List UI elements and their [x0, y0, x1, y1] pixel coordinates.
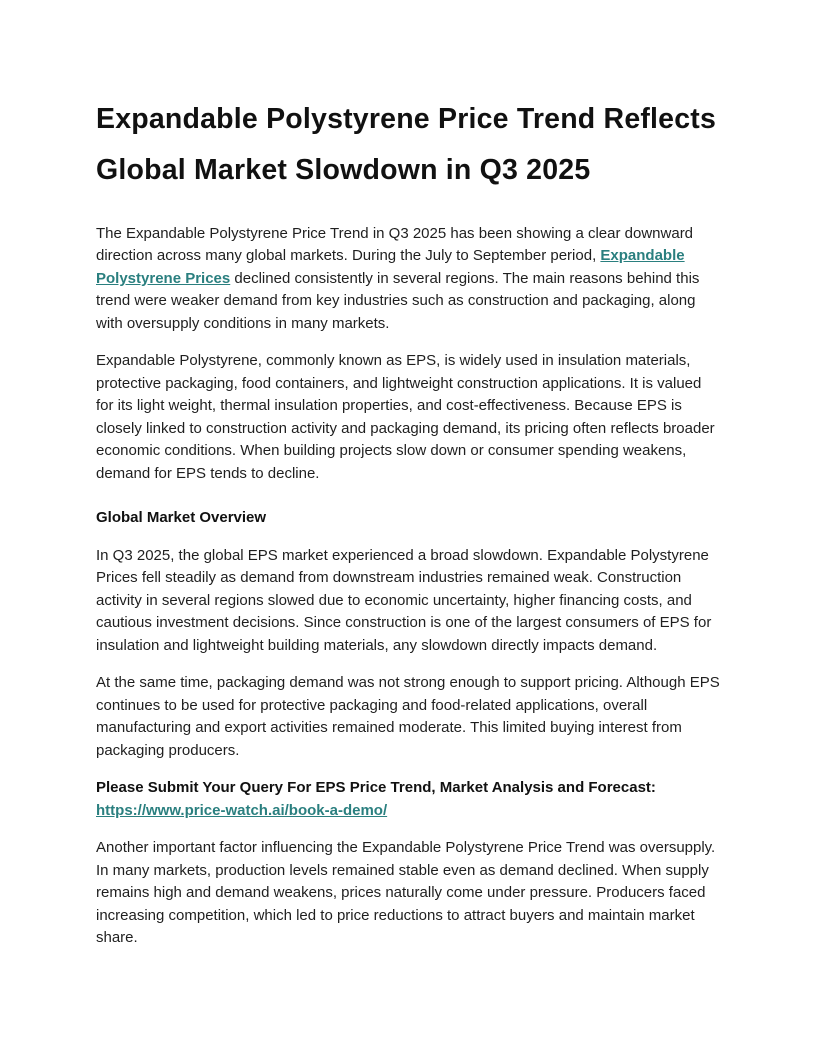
q3-slowdown-paragraph: In Q3 2025, the global EPS market experienced a broad slowdown. Expandable Polystyrene Prices fell steadily as demand from downstream industries remained weak. Construction activity in several regions slowed due to economic uncertainty, higher financing costs, and cautious investment decisions. Since construction is one of the largest consumers of EPS for insulation and lightweight building materials, any slowdown directly impacts demand.: [96, 546, 712, 654]
intro-text-after-link: declined consistently in several regions. The main reasons behind this trend were weaker demand from key industries such as construction and packaging, along with oversupply conditions in many markets.: [96, 269, 700, 332]
expandable-polystyrene-prices-link[interactable]: Expandable Polystyrene Prices: [96, 247, 685, 287]
query-cta-paragraph: [96, 777, 720, 822]
intro-paragraph: [96, 223, 720, 336]
oversupply-paragraph: Another important factor influencing the Expandable Polystyrene Price Trend was oversupply. In many markets, production levels remained stable even as demand declined. When supply remains high and demand weakens, prices naturally come under pressure. Producers faced increasing competition, which led to price reductions to attract buyers and maintain market share.: [96, 839, 716, 947]
page-title: Expandable Polystyrene Price Trend Reflects Global Market Slowdown in Q3 2025: [96, 103, 717, 187]
packaging-demand-paragraph: At the same time, packaging demand was not strong enough to support pricing. Although EPS continues to be used for protective packaging and food-related applications, overall manufacturing and export activities remained moderate. This limited buying interest from packaging producers.: [96, 674, 720, 759]
book-a-demo-link[interactable]: https://www.price-watch.ai/book-a-demo/: [96, 801, 388, 819]
global-market-overview-heading: Global Market Overview: [96, 509, 267, 527]
intro-text-before-link: The Expandable Polystyrene Price Trend in Q3 2025 has been showing a clear downward direction across many global markets. During the July to September period,: [96, 224, 694, 265]
query-cta-text: Please Submit Your Query For EPS Price Trend, Market Analysis and Forecast:: [96, 779, 656, 797]
eps-description-paragraph: Expandable Polystyrene, commonly known as EPS, is widely used in insulation materials, protective packaging, food containers, and lightweight construction applications. It is valued for its light weight, thermal insulation properties, and cost-effectiveness. Because EPS is closely linked to construction activity and packaging demand, its pricing often reflects broader economic conditions. When building projects slow down or consumer spending weakens, demand for EPS tends to decline.: [96, 352, 715, 482]
